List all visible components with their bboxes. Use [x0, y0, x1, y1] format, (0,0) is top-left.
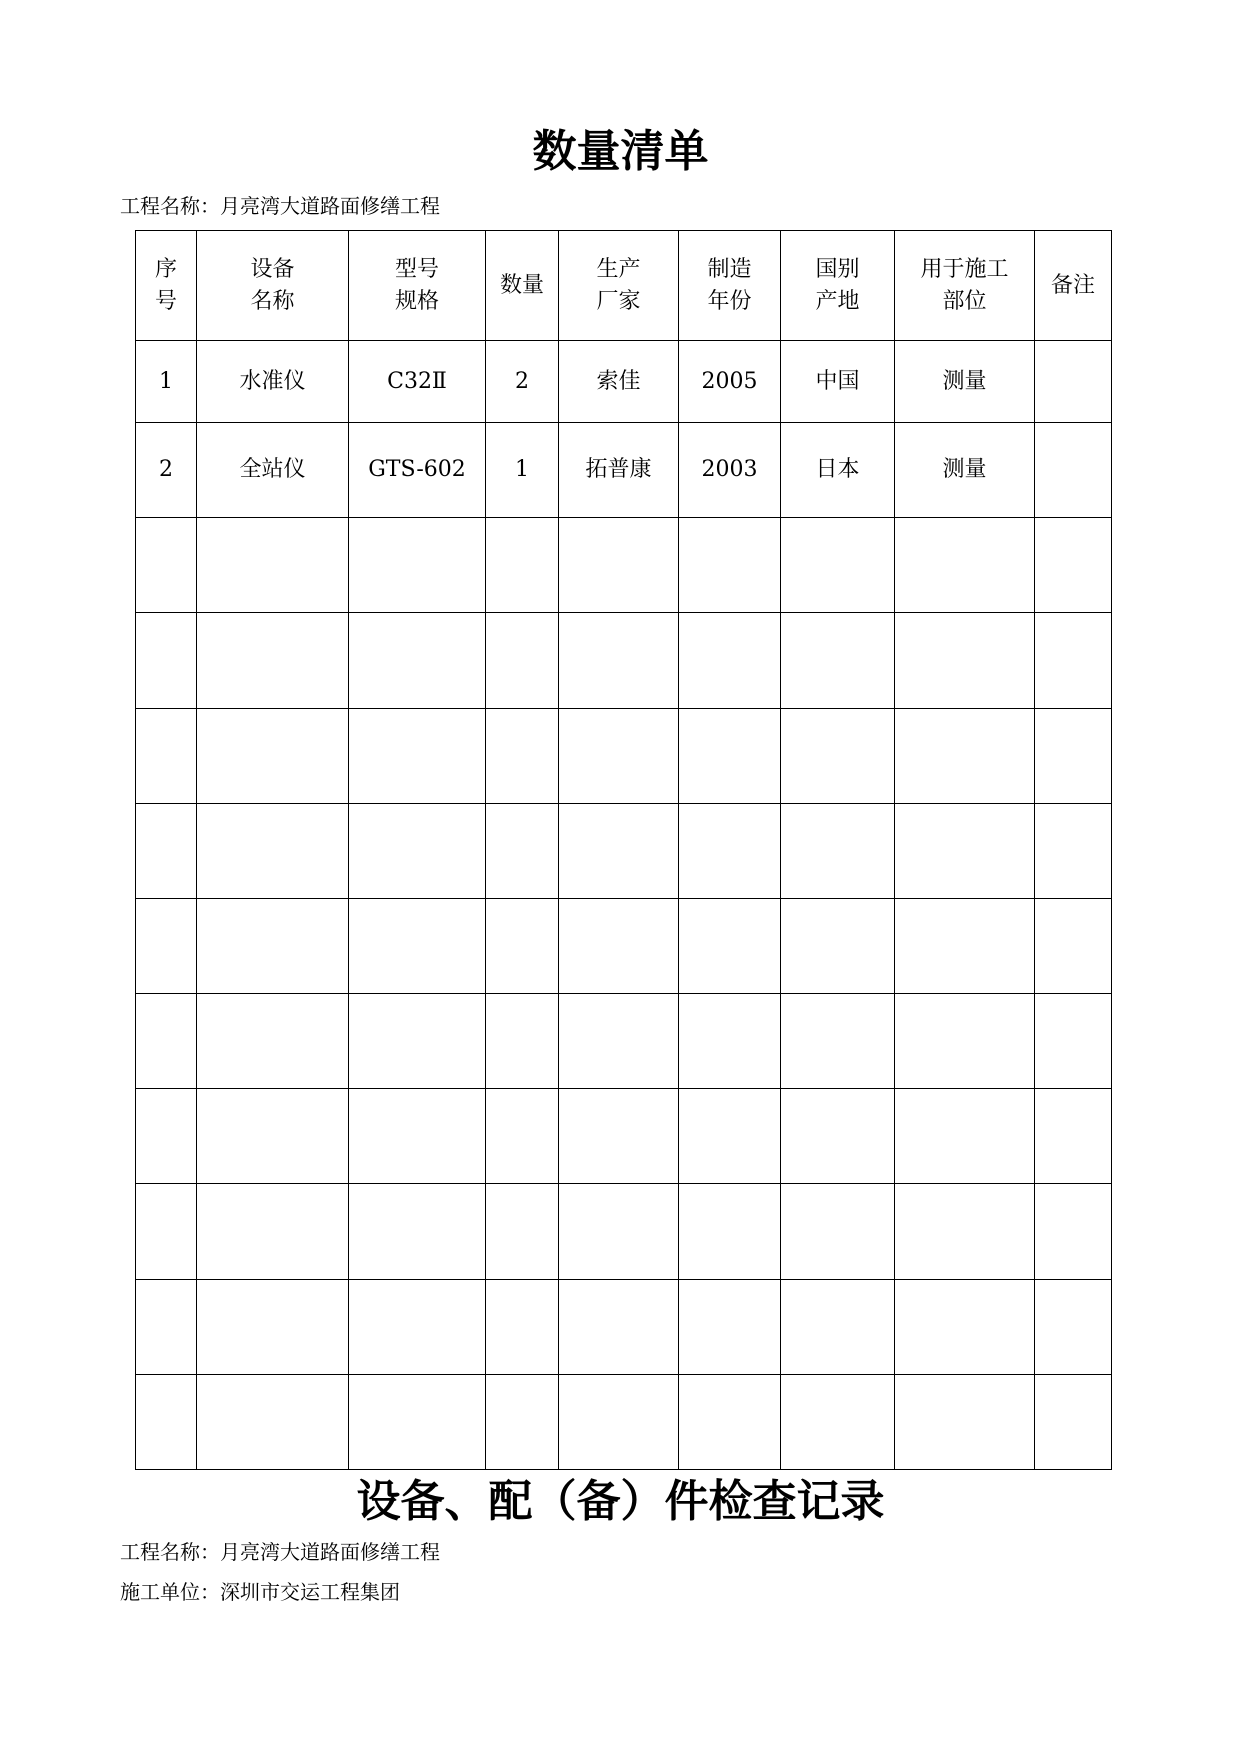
cell-equipment-name [197, 613, 349, 708]
cell-serial-number: 1 [136, 341, 197, 423]
cell-country-origin [781, 708, 895, 803]
table-body [136, 341, 1112, 1470]
cell-manufacture-year [679, 898, 781, 993]
cell-remarks [1035, 1374, 1112, 1469]
cell-usage-part: 测量 [895, 341, 1035, 423]
cell-model-spec [349, 803, 486, 898]
cell-country-origin [781, 898, 895, 993]
cell-remarks [1035, 898, 1112, 993]
cell-usage-part [895, 708, 1035, 803]
table-row [136, 1279, 1112, 1374]
cell-manufacture-year [679, 994, 781, 1089]
table-row [136, 994, 1112, 1089]
header-line: 备注 [1050, 272, 1095, 298]
cell-serial-number: 2 [136, 423, 197, 518]
header-line: 厂家 [596, 288, 641, 314]
cell-manufacture-year: 2003 [679, 423, 781, 518]
header-country-origin [781, 231, 895, 341]
project-name-value: 月亮湾大道路面修缮工程 [220, 194, 440, 218]
cell-quantity [486, 898, 559, 993]
cell-usage-part: 测量 [895, 423, 1035, 518]
cell-remarks [1035, 803, 1112, 898]
cell-manufacturer [559, 1374, 679, 1469]
table-row [136, 613, 1112, 708]
cell-usage-part [895, 1279, 1035, 1374]
cell-equipment-name: 水准仪 [197, 341, 349, 423]
cell-quantity: 2 [486, 341, 559, 423]
page-title: 数量清单 [532, 126, 709, 177]
cell-quantity [486, 613, 559, 708]
cell-manufacturer [559, 613, 679, 708]
table-row [136, 708, 1112, 803]
cell-manufacturer [559, 994, 679, 1089]
header-manufacturer [559, 231, 679, 341]
cell-remarks [1035, 423, 1112, 518]
cell-serial-number [136, 803, 197, 898]
cell-model-spec [349, 613, 486, 708]
cell-usage-part [895, 1089, 1035, 1184]
table-row [136, 423, 1112, 518]
cell-model-spec [349, 1279, 486, 1374]
cell-equipment-name [197, 994, 349, 1089]
cell-serial-number [136, 1279, 197, 1374]
cell-manufacture-year [679, 708, 781, 803]
cell-usage-part [895, 518, 1035, 613]
construction-unit-label: 施工单位： [120, 1580, 220, 1604]
section-title: 设备、配（备）件检查记录 [356, 1476, 885, 1527]
cell-equipment-name [197, 898, 349, 993]
cell-quantity [486, 803, 559, 898]
cell-country-origin [781, 1374, 895, 1469]
cell-usage-part [895, 994, 1035, 1089]
cell-manufacturer [559, 803, 679, 898]
cell-quantity [486, 1089, 559, 1184]
header-quantity [486, 231, 559, 341]
cell-country-origin [781, 613, 895, 708]
cell-manufacture-year [679, 1374, 781, 1469]
cell-usage-part [895, 803, 1035, 898]
cell-manufacturer [559, 1279, 679, 1374]
cell-equipment-name [197, 1374, 349, 1469]
table-row [136, 1184, 1112, 1279]
header-equipment-name [197, 231, 349, 341]
header-line: 序 [154, 256, 177, 282]
cell-equipment-name [197, 708, 349, 803]
cell-equipment-name [197, 1184, 349, 1279]
cell-quantity [486, 994, 559, 1089]
cell-country-origin [781, 1184, 895, 1279]
project-name-line [120, 192, 440, 220]
cell-usage-part [895, 1184, 1035, 1279]
cell-equipment-name [197, 1089, 349, 1184]
cell-manufacturer: 拓普康 [559, 423, 679, 518]
cell-remarks [1035, 613, 1112, 708]
cell-equipment-name [197, 518, 349, 613]
header-line: 产地 [815, 288, 860, 314]
quantity-table [135, 230, 1112, 1470]
cell-serial-number [136, 1184, 197, 1279]
table-row [136, 1089, 1112, 1184]
header-line: 用于施工 [920, 256, 1009, 282]
cell-serial-number [136, 708, 197, 803]
header-line: 设备 [250, 256, 295, 282]
cell-model-spec [349, 518, 486, 613]
cell-serial-number [136, 518, 197, 613]
cell-remarks [1035, 518, 1112, 613]
project-name-value: 月亮湾大道路面修缮工程 [220, 1540, 440, 1564]
cell-usage-part [895, 1374, 1035, 1469]
cell-serial-number [136, 898, 197, 993]
cell-equipment-name [197, 803, 349, 898]
table-row [136, 803, 1112, 898]
cell-country-origin [781, 1089, 895, 1184]
cell-remarks [1035, 1184, 1112, 1279]
cell-remarks [1035, 994, 1112, 1089]
cell-manufacture-year: 2005 [679, 341, 781, 423]
cell-manufacture-year [679, 1184, 781, 1279]
construction-unit-line [120, 1578, 400, 1606]
header-line: 号 [154, 288, 177, 314]
cell-country-origin [781, 518, 895, 613]
cell-quantity: 1 [486, 423, 559, 518]
cell-manufacturer: 索佳 [559, 341, 679, 423]
cell-manufacturer [559, 1089, 679, 1184]
header-line: 数量 [499, 272, 544, 298]
cell-remarks [1035, 1279, 1112, 1374]
cell-usage-part [895, 613, 1035, 708]
cell-model-spec [349, 994, 486, 1089]
header-usage-part [895, 231, 1035, 341]
cell-country-origin: 日本 [781, 423, 895, 518]
cell-country-origin [781, 1279, 895, 1374]
cell-serial-number [136, 1374, 197, 1469]
header-model-spec [349, 231, 486, 341]
cell-manufacture-year [679, 803, 781, 898]
project-name-label: 工程名称： [120, 1540, 220, 1564]
header-line: 部位 [942, 288, 987, 314]
cell-manufacture-year [679, 518, 781, 613]
cell-serial-number [136, 613, 197, 708]
header-line: 规格 [394, 288, 439, 314]
cell-model-spec: C32Ⅱ [349, 341, 486, 423]
project-name-line [120, 1538, 440, 1566]
header-line: 国别 [815, 256, 860, 282]
cell-quantity [486, 1184, 559, 1279]
cell-quantity [486, 1374, 559, 1469]
cell-model-spec [349, 1374, 486, 1469]
cell-manufacture-year [679, 613, 781, 708]
table-row [136, 1374, 1112, 1469]
cell-model-spec: GTS-602 [349, 423, 486, 518]
project-name-label: 工程名称： [120, 194, 220, 218]
cell-remarks [1035, 708, 1112, 803]
table-row [136, 898, 1112, 993]
cell-model-spec [349, 708, 486, 803]
cell-remarks [1035, 1089, 1112, 1184]
cell-quantity [486, 518, 559, 613]
table-row [136, 518, 1112, 613]
header-line: 生产 [596, 256, 641, 282]
cell-quantity [486, 1279, 559, 1374]
cell-equipment-name [197, 1279, 349, 1374]
cell-model-spec [349, 1089, 486, 1184]
cell-country-origin [781, 994, 895, 1089]
cell-serial-number [136, 1089, 197, 1184]
header-serial-number [136, 231, 197, 341]
cell-serial-number [136, 994, 197, 1089]
header-line: 型号 [394, 256, 439, 282]
cell-manufacture-year [679, 1279, 781, 1374]
cell-manufacturer [559, 898, 679, 993]
header-line: 制造 [707, 256, 752, 282]
table-header-row [136, 231, 1112, 341]
table-row [136, 341, 1112, 423]
cell-manufacturer [559, 1184, 679, 1279]
header-line: 年份 [707, 288, 752, 314]
cell-manufacture-year [679, 1089, 781, 1184]
cell-country-origin: 中国 [781, 341, 895, 423]
cell-model-spec [349, 898, 486, 993]
construction-unit-value: 深圳市交运工程集团 [220, 1580, 400, 1604]
cell-model-spec [349, 1184, 486, 1279]
cell-country-origin [781, 803, 895, 898]
header-manufacture-year [679, 231, 781, 341]
cell-manufacturer [559, 518, 679, 613]
cell-usage-part [895, 898, 1035, 993]
header-line: 名称 [250, 288, 295, 314]
cell-manufacturer [559, 708, 679, 803]
cell-quantity [486, 708, 559, 803]
cell-equipment-name: 全站仪 [197, 423, 349, 518]
cell-remarks [1035, 341, 1112, 423]
header-remarks [1035, 231, 1112, 341]
